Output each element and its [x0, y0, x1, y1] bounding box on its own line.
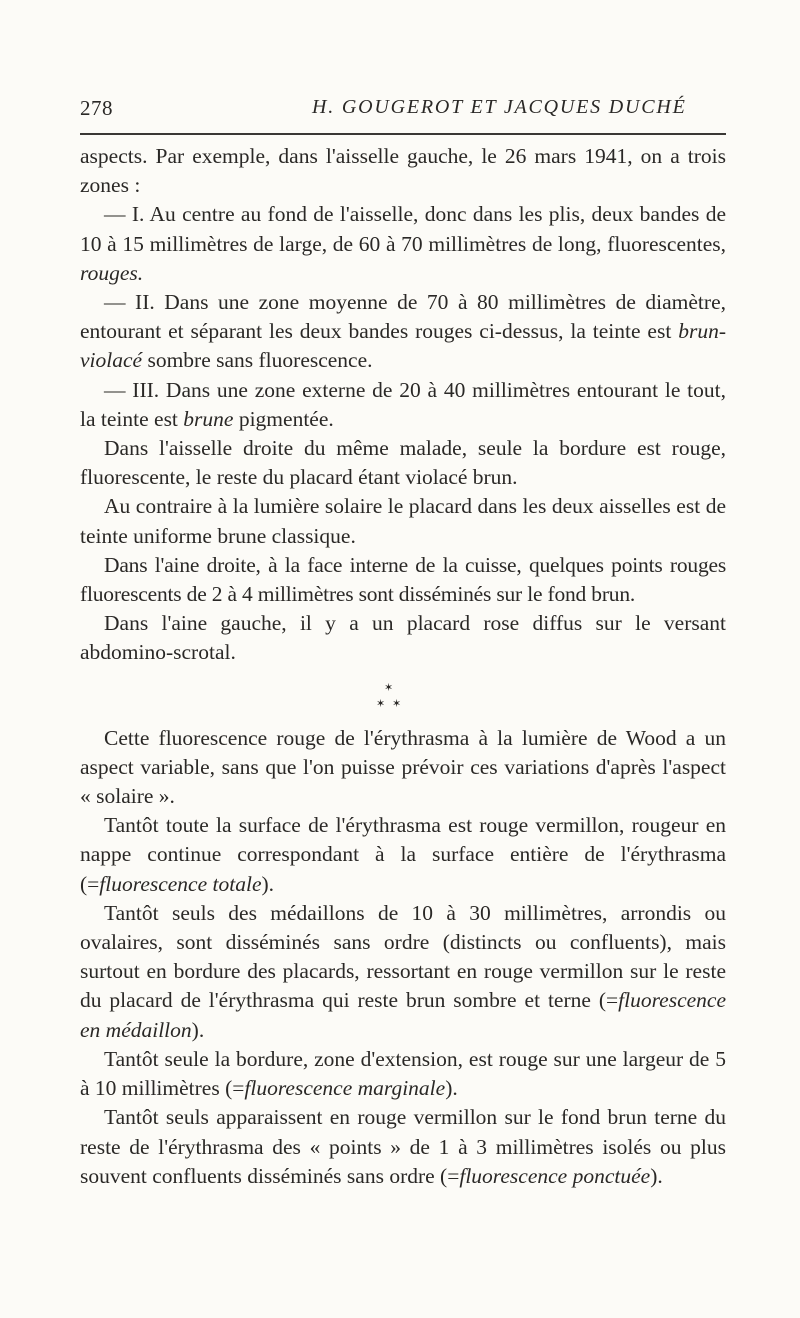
separator-star: ✶	[376, 697, 386, 710]
paragraph-4: — III. Dans une zone externe de 20 à 40 millimètres entourant le tout, la teinte est brune pigmentée.	[80, 377, 726, 431]
section-separator	[80, 668, 726, 724]
running-head: H. GOUGEROT ET JACQUES DUCHÉ	[312, 96, 687, 118]
paragraph-12: Tantôt seule la bordure, zone d'extension, est rouge sur une largeur de 5 à 10 millimètres (=fluorescence marginale).	[80, 1046, 726, 1101]
paragraph-6: Au contraire à la lumière solaire le placard dans les deux aisselles est de teinte uniforme brune classique.	[80, 494, 726, 548]
paragraph-3: — II. Dans une zone moyenne de 70 à 80 millimètres de diamètre, entourant et séparant les deux bandes rouges ci-dessus, la teinte est brun-violacé sombre sans fluorescence.	[80, 290, 726, 373]
paragraph-10: Tantôt toute la surface de l'érythrasma est rouge vermillon, rougeur en nappe continue correspondant à la surface entière de l'érythrasma (=fluorescence totale).	[80, 813, 726, 896]
separator-star: ✶	[384, 681, 394, 694]
page-header	[80, 96, 726, 126]
body-text	[80, 142, 726, 1191]
paragraph-9: Cette fluorescence rouge de l'érythrasma à la lumière de Wood a un aspect variable, sans que l'on puisse prévoir ces variations d'après l'aspect « solaire ».	[80, 725, 726, 809]
paragraph-13: Tantôt seuls apparaissent en rouge vermillon sur le fond brun terne du reste de l'érythrasma des « points » de 1 à 3 millimètres isolés ou plus souvent confluents disséminés sans ordre (=fluorescence ponctuée).	[80, 1105, 726, 1188]
paragraph-5: Dans l'aisselle droite du même malade, seule la bordure est rouge, fluorescente, le reste du placard étant violacé brun.	[80, 436, 726, 490]
paragraph-7: Dans l'aine droite, à la face interne de la cuisse, quelques points rouges fluorescents de 2 à 4 millimètres sont disséminés sur le fond brun.	[80, 552, 726, 607]
page-number: 278	[80, 96, 113, 120]
paragraph-2: — I. Au centre au fond de l'aisselle, donc dans les plis, deux bandes de 10 à 15 millimètres de large, de 60 à 70 millimètres de long, fluorescentes, rouges.	[80, 202, 726, 285]
paragraph-8: Dans l'aine gauche, il y a un placard rose diffus sur le versant abdomino-scrotal.	[80, 611, 726, 665]
separator-star: ✶	[392, 697, 402, 710]
paragraph-1: aspects. Par exemple, dans l'aisselle gauche, le 26 mars 1941, on a trois zones :	[80, 144, 726, 198]
paragraph-11: Tantôt seuls des médaillons de 10 à 30 millimètres, arrondis ou ovalaires, sont disséminés sans ordre (distincts ou confluents), mais surtout en bordure des placards, ressortant en rouge vermillon sur le reste du placard de l'érythrasma qui reste brun sombre et terne (=fluorescence en médaillon).	[80, 900, 726, 1042]
header-rule	[80, 133, 726, 135]
